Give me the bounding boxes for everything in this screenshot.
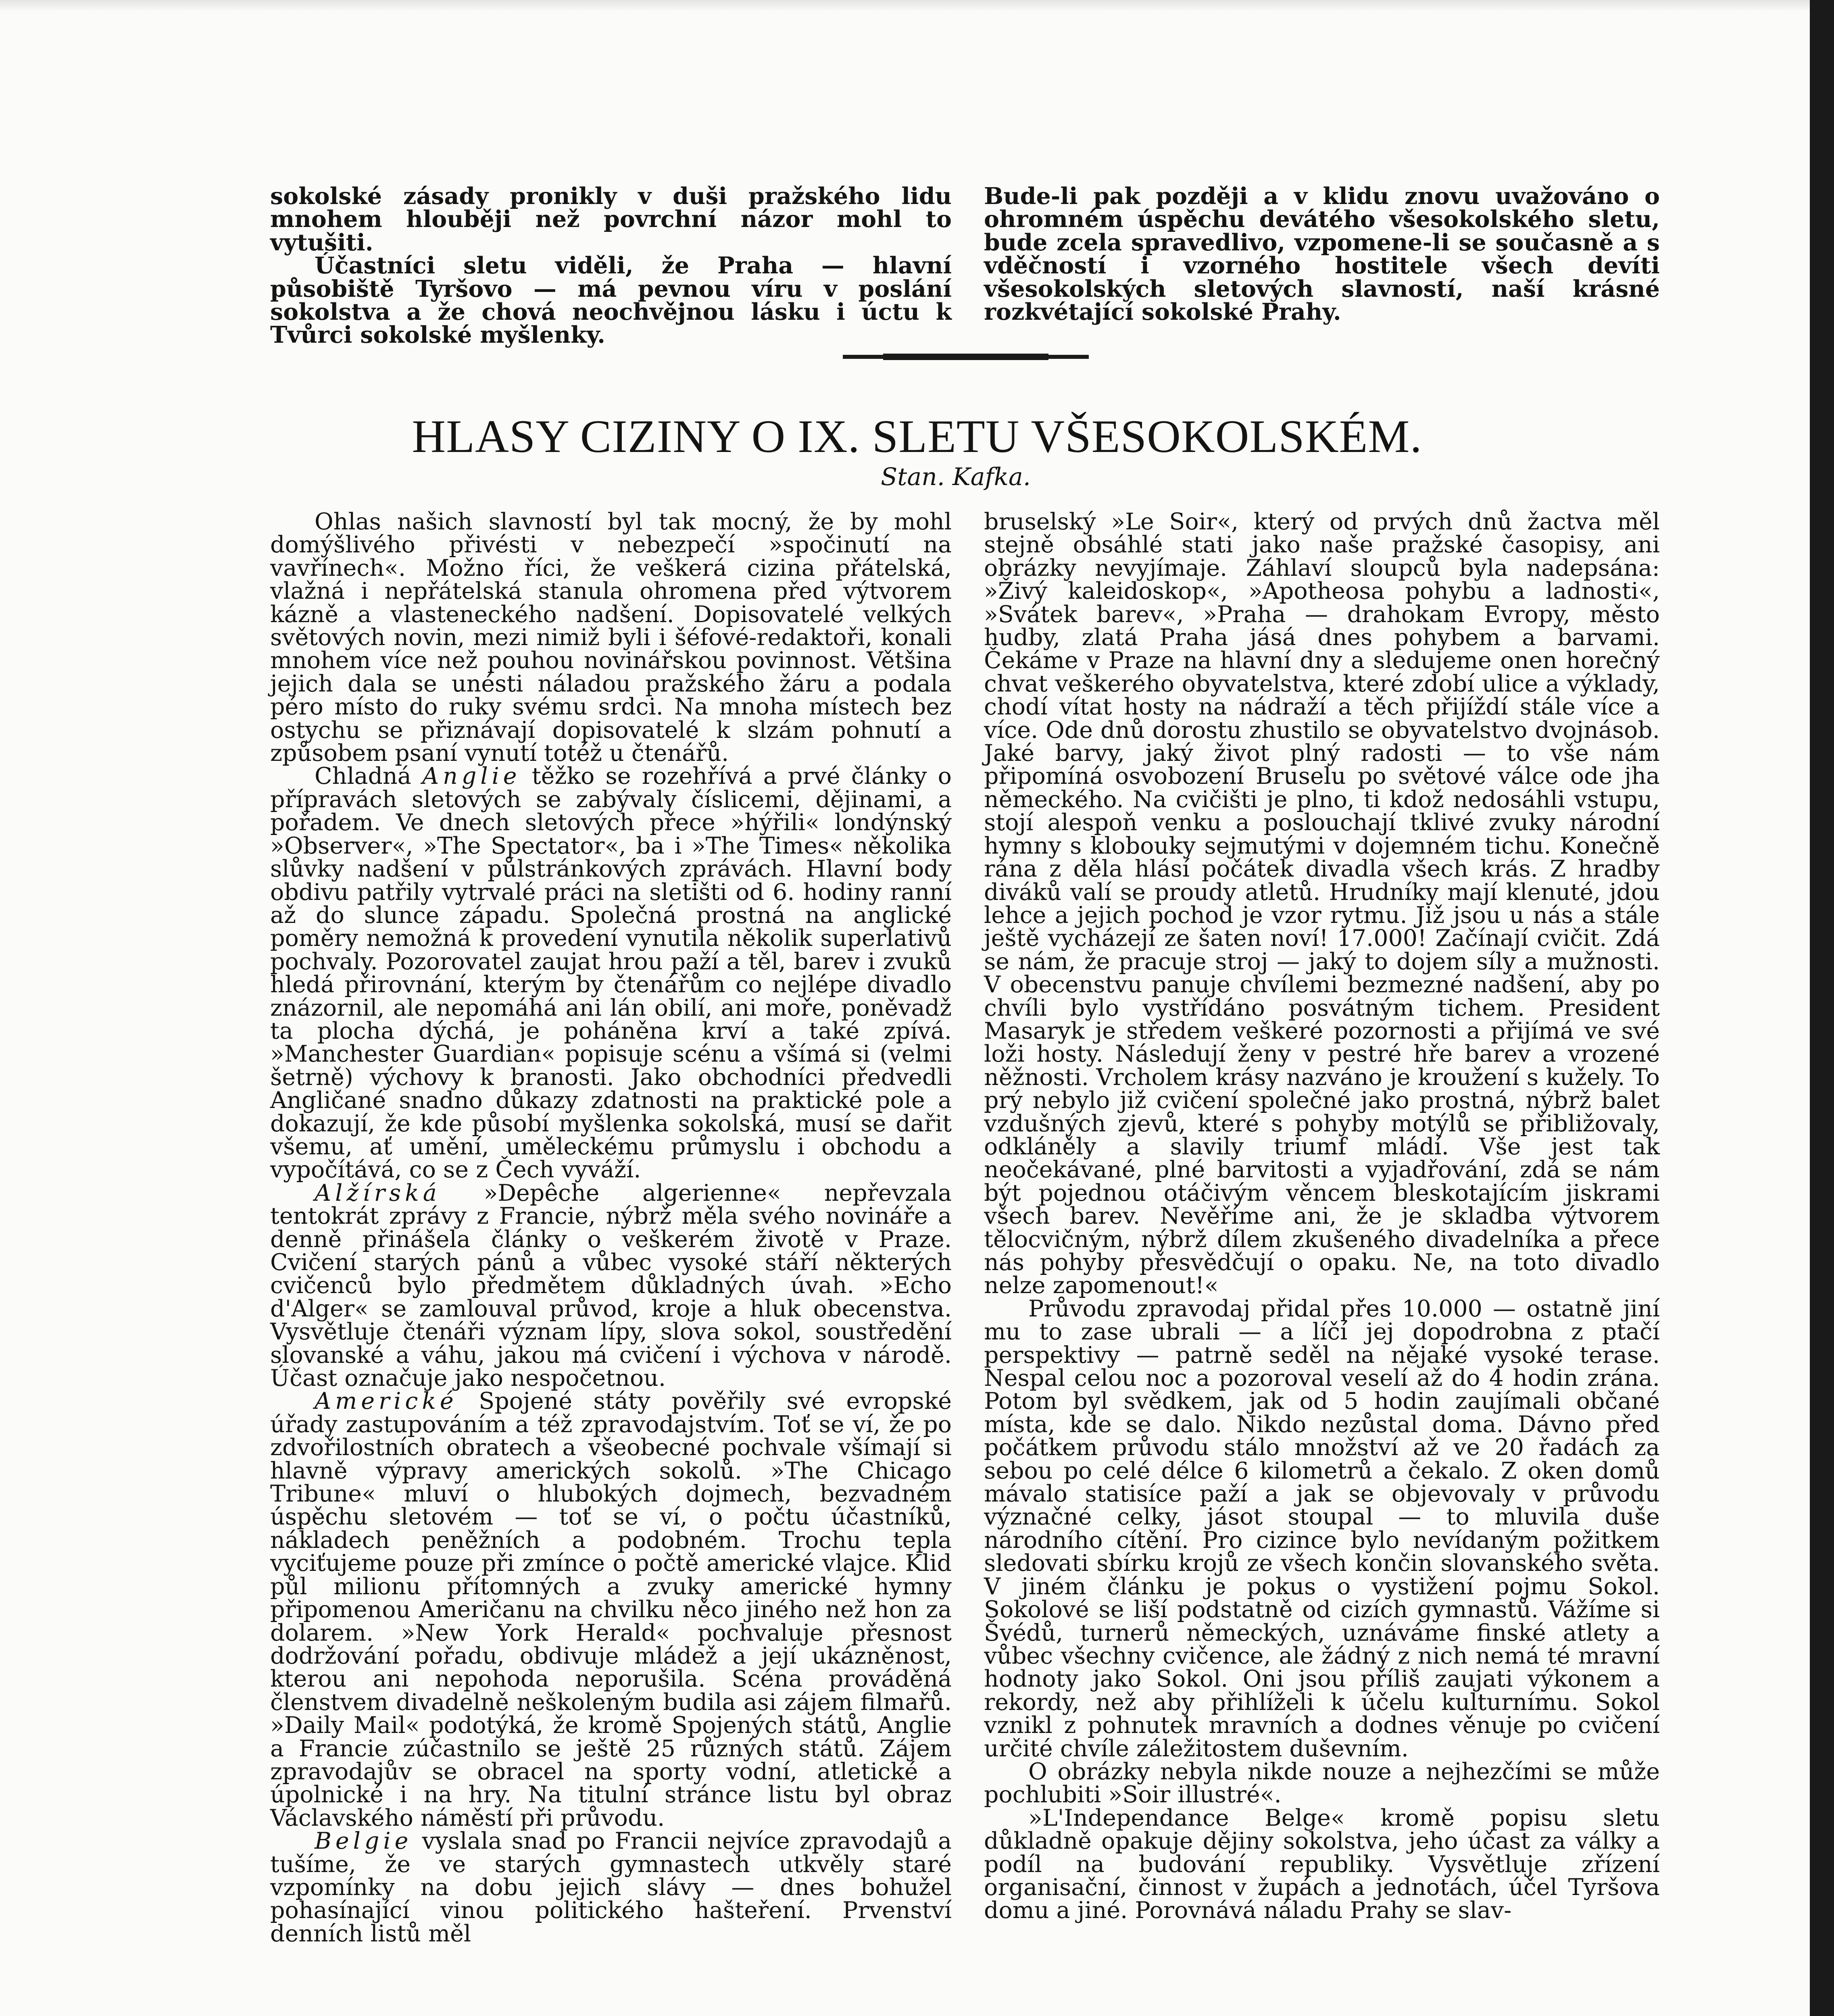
article-right-column (984, 510, 1660, 1938)
article-paragraph: »L'Independance Belge« kromě popisu sletu důkladně opakuje dějiny sokolstva, jeho účast za války a podíl na budování republiky. Vysvětluje zřízení organisační, činnost v župách a jednotách, účel Tyršova domu a jiné. Porovnává náladu Prahy se slav- (984, 1804, 1660, 1924)
article-paragraph (270, 1179, 952, 1392)
scan-top-shadow (0, 0, 1834, 11)
previous-article-paragraph: sokolské zásady pronikly v duši pražského lidu mnohem hlouběji než povrchní názor mohl to vytušiti. (270, 183, 952, 256)
paragraph-text: Spojené státy pověřily své evropské úřady zastupováním a též zpravodajstvím. Toť se ví, že po zdvořilostních obratech a všeobecné pochvale všímají si hlavně výpravy amerických sokolů. »The Chicago Tribune« mluví o hlubokých dojmech, bezvadném úspěchu sletovém — toť se ví, o počtu účastníků, nákladech peněžních a podobném. Trochu tepla vyciťujeme pouze při zmínce o počtě americké vlajce. Klid půl milionu přítomných a zvuky americké hymny připomenou Američanu na chvilku něco jiného než hon za dolarem. »New York Herald« pochvaluje přesnost dodržování pořadu, obdivuje mládež a její ukázněnost, kterou ani nepohoda neporušila. Scéna prováděná členstvem divadelně neškoleným budila asi zájem filmařů. »Daily Mail« podotýká, že kromě Spojených států, Anglie a Francie zúčastnilo se ještě 25 různých států. Zájem zpravodajův se obracel na sporty vodní, atletické a úpolnické i na hry. Na titulní stránce listu byl obraz Václavského náměstí při průvodu. (270, 1388, 952, 1831)
article-left-column (270, 508, 952, 1947)
previous-article-left-column (270, 183, 952, 349)
country-name: Americké (315, 1388, 458, 1415)
paragraph-text: vyslala snad po Francii nejvíce zpravodajů a tušíme, že ve starých gymnastech utkvěly staré vzpomínky na dobu jejich slávy — dnes bohužel pohasínající vinou politického hašteření. Prvenství denních listů měl (270, 1828, 952, 1947)
article-paragraph: O obrázky nebyla nikde nouze a nejhezčími se může pochlubiti »Soir illustré«. (984, 1758, 1660, 1808)
article-paragraph (270, 1830, 952, 1945)
country-name: Belgie (315, 1828, 413, 1855)
section-divider-thick (883, 354, 1048, 360)
article-paragraph (270, 765, 952, 1181)
article-author: Stan. Kafka. (881, 463, 1031, 491)
country-name: Anglie (422, 763, 521, 790)
article-paragraph: Průvodu zpravodaj přidal přes 10.000 — ostatně jiní mu to zase ubrali — a líčí jej dopodrobna z ptačí perspektivy — patrně seděl na nějaké vysoké terase. Nespal celou noc a pozoroval veselí až do 4 hodin zrána. Potom byl svědkem, jak od 5 hodin zaujímali občané místa, kde se dalo. Nikdo nezůstal doma. Dávno před počátkem průvodu stálo množství až ve 20 řadách za sebou po celé délce 6 kilometrů a čekalo. Z oken domů mávalo statisíce paží a jak se objevovaly v průvodu význačné celky, jásot stoupal — to mluvila duše národního cítění. Pro cizince bylo nevídaným požitkem sledovati sbírku krojů ze všech končin slovanského světa. V jiném článku je pokus o vystižení pojmu Sokol. Sokolové se liší podstatně od cizích gymnastů. Vážíme si Švédů, turnerů německých, uznáváme finské atlety a vůbec všechny cvičence, ale žádný z nich nemá té mravní hodnoty jako Sokol. Oni jsou příliš zaujati výkonem a rekordy, než aby přihlíželi k účelu kulturnímu. Sokol vznikl z pohnutek mravních a dodnes věnuje po cvičení určité chvíle záležitostem duševním. (984, 1295, 1660, 1762)
paragraph-lead: Chladná (315, 763, 422, 790)
paragraph-text: těžko se rozehřívá a prvé články o přípravách sletových se zabývaly číslicemi, dějinami, a pořadem. Ve dnech sletových přece »hýřili« londýnský »Observer«, »The Spectator«, ba i »The Times« několika slůvky nadšení v půlstránkových zprávách. Hlavní body obdivu patřily vytrvalé práci na sletišti od 6. hodiny ranní až do slunce západu. Společná prostná na anglické poměry nemožná k provedení vynutila několik superlativů pochvaly. Pozorovatel zaujat hrou paží a těl, barev i zvuků hledá přirovnání, kterým by čtenářům co nejlépe divadlo znázornil, ale nepomáhá ani lán obilí, ani moře, poněvadž ta plocha dýchá, je poháněna krví a také zpívá. »Manchester Guardian« popisuje scénu a všímá si (velmi šetrně) výchovy k branosti. Jako obchodníci předvedli Angličané snadno důkazy zdatnosti na praktické pole a dokazují, že kde působí myšlenka sokolská, musí se dařit všemu, ať umění, uměleckému průmyslu i obchodu a vypočítává, co se z Čech vyváží. (270, 763, 952, 1183)
article-paragraph: Ohlas našich slavností byl tak mocný, že by mohl domýšlivého přivésti v nebezpečí »spočinutí na vavřínech«. Možno říci, že veškerá cizina přátelská, vlažná i nepřátelská stanula ohromena před výtvorem kázně a vlasteneckého nadšení. Dopisovatelé velkých světových novin, mezi nimiž byli i šéfové-redaktoři, konali mnohem více než pouhou novinářskou povinnost. Většina jejich dala se unésti náladou pražského žáru a podala péro místo do ruky svému srdci. Na mnoha místech bez ostychu se přiznávají dopisovatelé k slzám pohnutí a způsobem psaní vynutí totéž u čtenářů. (270, 508, 952, 767)
paragraph-text: »Depêche algerienne« nepřevzala tentokrát zprávy z Francie, nýbrž měla svého novináře a denně přinášela články o veškerém životě v Praze. Cvičení starých pánů a vůbec vysoké stáří některých cvičenců bylo předmětem důkladných úvah. »Echo d'Alger« se zamlouval průvod, kroje a hluk obecenstva. Vysvětluje čtenáři význam lípy, slova sokol, soustředění slovanské a váhu, jakou má cvičení i výchova v národě. Účast označuje jako nespočetnou. (270, 1179, 952, 1392)
previous-article-right-column (984, 185, 1660, 327)
previous-article-paragraph: Účastníci sletu viděli, že Praha — hlavní působiště Tyršovo — má pevnou víru v poslání sokolstva a že chová neochvějnou lásku i úctu k Tvůrci sokolské myšlenky. (270, 252, 952, 349)
article-paragraph (270, 1390, 952, 1830)
scan-right-edge (1810, 0, 1834, 2016)
article-paragraph: bruselský »Le Soir«, který od prvých dnů žactva měl stejně obsáhlé stati jako naše pražské časopisy, ani obrázky nevyjímaje. Záhlaví sloupců byla nadepsána: »Živý kaleidoskop«, »Apotheosa pohybu a ladnosti«, »Svátek barev«, »Praha — drahokam Evropy, město hudby, zlatá Praha jásá dnes pohybem a barvami. Čekáme v Praze na hlavní dny a sledujeme onen horečný chvat veškerého obyvatelstva, které zdobí ulice a výklady, chodí vítat hosty na nádraží a těch přijíždí stále více a více. Ode dnů dorostu zhustilo se obyvatelstvo dvojnásob. Jaké barvy, jaký život plný radosti — to vše nám připomíná osvobození Bruselu po světové válce ode jha německého. Na cvičišti je plno, ti kdož nedosáhli vstupu, stojí alespoň venku a poslouchají tklivé zvuky národní hymny s klobouky sejmutými v dojemném tichu. Konečně rána z děla hlásí počátek divadla všech krás. Z hradby diváků valí se proudy atletů. Hrudníky mají klenuté, jdou lehce a jejich pochod je vzor rytmu. Již jsou u nás a stále ještě vycházejí ze šaten noví! 17.000! Začínají cvičit. Zdá se nám, že pracuje stroj — jaký to dojem síly a mužnosti. V obecenstvu panuje chvílemi bezmezné nadšení, aby po chvíli bylo vystřídáno posvátným tichem. President Masaryk je středem veškeré pozornosti a přijímá ve své loži hosty. Následují ženy v pestré hře barev a vrozené něžnosti. Vrcholem krásy nazváno je kroužení s kužely. To prý nebylo již cvičení společné jako prostná, nýbrž balet vzdušných zjevů, které s pohyby motýlů se přibližovaly, odkláněly a slavily triumf mládí. Vše jest tak neočekávané, plné barvitosti a vyjadřování, zdá se nám být pojednou otáčivým věncem bleskotajícím jiskrami všech barev. Nevěříme ani, že je skladba výtvorem tělocvičným, nýbrž dílem zkušeného divadelníka a přece nás pohyby přesvědčují o opaku. Ne, na toto divadlo nelze zapomenout!« (984, 508, 1660, 1299)
previous-article-paragraph: Bude-li pak později a v klidu znovu uvažováno o ohromném úspěchu devátého všesokolského sletu, bude zcela spravedlivo, vzpomene-li se současně a s vděčností i vzorného hostitele všech devíti všesokolských sletových slavností, naší krásné rozkvétající sokolské Prahy. (984, 183, 1660, 326)
article-title: HLASY CIZINY O IX. SLETU VŠESOKOLSKÉM. (412, 411, 1422, 462)
country-name: Alžírská (315, 1179, 441, 1206)
